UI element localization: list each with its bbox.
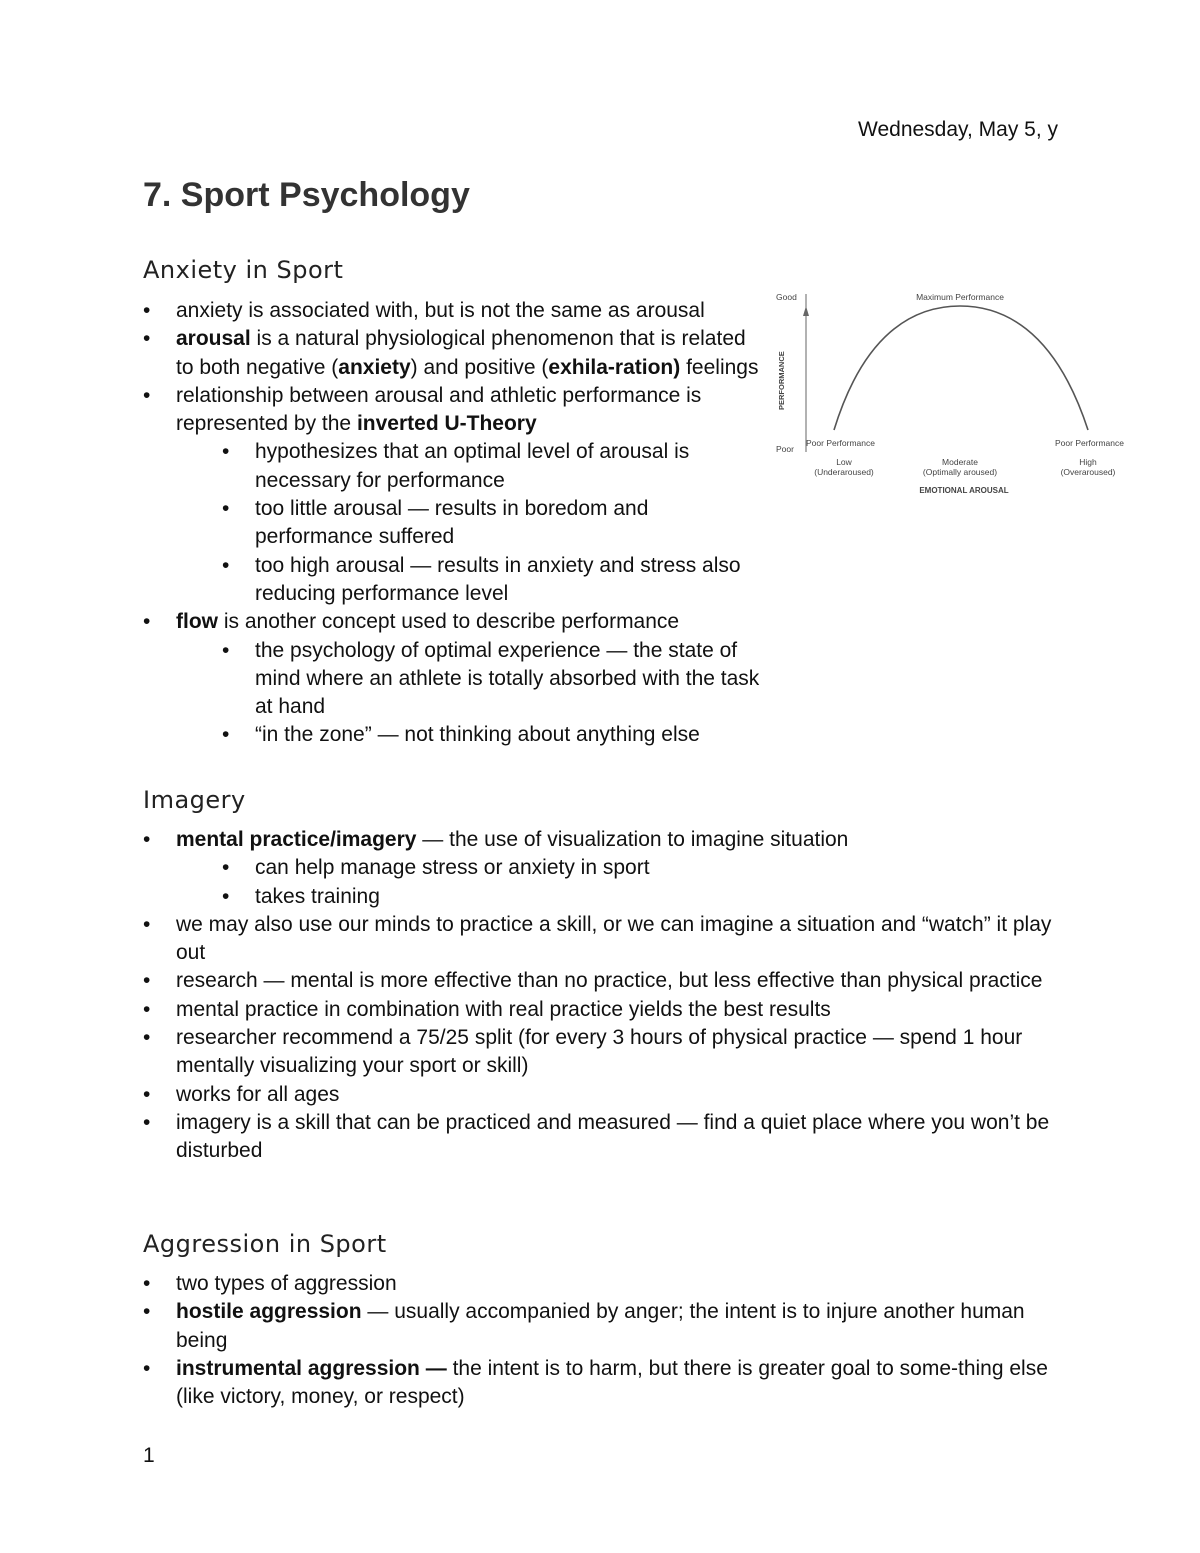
figure-y-top-label: Good — [776, 292, 797, 302]
bullet-marker: • — [143, 383, 151, 407]
bullet-marker: • — [143, 610, 151, 634]
list-item-text: takes training — [255, 884, 380, 908]
list-item-text: — usually accompanied by anger; the intent is to injure another human being — [176, 1300, 1025, 1352]
list-item-text: mental practice in combination with real practice yields the best results — [176, 997, 831, 1021]
bold-term: mental practice/imagery — [176, 828, 417, 851]
list-item — [143, 637, 763, 722]
figure-right-low-label: Poor Performance — [1055, 438, 1124, 448]
list-item — [143, 911, 1073, 968]
list-item-text: the psychology of optimal experience — the state of mind where an athlete is totally absorbed with the task at hand — [255, 638, 760, 719]
bold-term: anxiety — [338, 355, 411, 379]
list-item — [143, 1081, 1073, 1109]
bullet-marker: • — [222, 884, 230, 908]
list-item-text: “in the zone” — not thinking about anything else — [255, 723, 700, 747]
aggression-bullet-list — [143, 1270, 1073, 1411]
list-item-text: feelings — [680, 355, 759, 379]
list-item — [143, 1298, 1073, 1355]
bullet-marker: • — [143, 299, 151, 322]
figure-x-high-label: High — [1079, 457, 1097, 467]
figure-x-mid-label: Moderate — [942, 457, 978, 467]
figure-x-axis-title: EMOTIONAL AROUSAL — [919, 486, 1009, 495]
header-date: Wednesday, May 5, y — [858, 118, 1058, 141]
list-item — [143, 996, 1073, 1024]
list-item — [143, 608, 763, 636]
list-item — [143, 967, 1073, 995]
list-item-text: researcher recommend a 75/25 split (for every 3 hours of physical practice — spend 1 hour mentally visualizing your sport or skill) — [176, 1026, 1023, 1078]
figure-x-high-sub: (Overaroused) — [1060, 467, 1116, 477]
list-item-text: research — mental is more effective than no practice, but less effective than physical practice — [176, 969, 1043, 993]
bold-term: instrumental aggression — — [176, 1356, 447, 1380]
list-item — [143, 552, 763, 609]
bullet-marker: • — [143, 969, 151, 993]
list-item-text: ) and positive ( — [410, 355, 549, 379]
list-item — [143, 854, 1073, 882]
inverted-u-curve — [834, 306, 1088, 430]
list-item-text: too little arousal — results in boredom and performance suffered — [255, 497, 649, 549]
figure-x-low-label: Low — [836, 457, 852, 467]
section-heading-imagery: Imagery — [143, 786, 246, 814]
figure-left-low-label: Poor Performance — [806, 438, 875, 448]
list-item-text: hypothesizes that an optimal level of arousal is necessary for performance — [255, 440, 690, 492]
bullet-marker: • — [143, 997, 151, 1021]
list-item-text: we may also use our minds to practice a skill, or we can imagine a situation and “watch” it play out — [176, 912, 1052, 965]
bullet-marker: • — [143, 1356, 151, 1380]
figure-y-axis-title: PERFORMANCE — [777, 351, 786, 410]
list-item — [143, 826, 1073, 854]
section-heading-anxiety: Anxiety in Sport — [143, 256, 344, 284]
list-item-text: too high arousal — results in anxiety and stress also reducing performance level — [255, 553, 741, 605]
bullet-marker: • — [222, 440, 230, 464]
imagery-bullet-list — [143, 826, 1073, 1166]
list-item-text: is another concept used to describe performance — [218, 610, 680, 634]
list-item — [143, 721, 763, 749]
list-item — [143, 1024, 1073, 1081]
list-item — [143, 1270, 1073, 1298]
list-item — [143, 382, 763, 439]
bullet-marker: • — [222, 497, 230, 521]
bullet-marker: • — [222, 856, 230, 880]
figure-y-bottom-label: Poor — [776, 444, 794, 454]
bullet-marker: • — [143, 1272, 151, 1295]
bullet-marker: • — [143, 828, 151, 851]
list-item — [143, 495, 763, 552]
list-item-text: anxiety is associated with, but is not the same as arousal — [176, 299, 705, 322]
figure-x-mid-sub: (Optimally aroused) — [922, 467, 998, 477]
bold-term: hostile aggression — [176, 1300, 362, 1324]
list-item — [143, 297, 763, 325]
bullet-marker: • — [222, 638, 230, 662]
list-item-text: is a natural physiological phenomenon that is related to both negative ( — [176, 327, 746, 379]
list-item-text: relationship between arousal and athletic performance is represented by the — [176, 383, 702, 436]
figure-peak-label: Maximum Performance — [916, 292, 1004, 302]
list-item-text: works for all ages — [176, 1082, 340, 1106]
bold-term: arousal — [176, 327, 251, 351]
list-item — [143, 1109, 1073, 1166]
list-item-text: two types of aggression — [176, 1272, 397, 1295]
list-item — [143, 325, 763, 382]
list-item-text: imagery is a skill that can be practiced and measured — find a quiet place where you won’t be disturbed — [176, 1110, 1050, 1163]
bullet-marker: • — [143, 327, 151, 351]
bold-term: flow — [176, 610, 218, 634]
list-item — [143, 1355, 1073, 1412]
bullet-marker: • — [143, 1300, 151, 1324]
bold-term: exhila-ration) — [548, 355, 681, 379]
section-heading-aggression: Aggression in Sport — [143, 1230, 387, 1258]
list-item-text: can help manage stress or anxiety in sport — [255, 856, 650, 880]
list-item-text: — the use of visualization to imagine situation — [416, 828, 849, 851]
list-item — [143, 883, 1073, 911]
bold-term: inverted U-Theory — [356, 412, 537, 436]
bullet-marker: • — [143, 912, 151, 936]
anxiety-bullet-list — [143, 297, 763, 750]
bullet-marker: • — [222, 553, 230, 577]
list-item — [143, 438, 763, 495]
bullet-marker: • — [143, 1026, 151, 1050]
bullet-marker: • — [222, 723, 230, 747]
figure-y-axis-arrow — [803, 306, 809, 316]
figure-x-low-sub: (Underaroused) — [814, 467, 874, 477]
list-item-text: the intent is to harm, but there is greater goal to some-thing else (like victory, money, or respect) — [176, 1356, 1048, 1409]
page-title: 7. Sport Psychology — [143, 176, 470, 214]
bullet-marker: • — [143, 1082, 151, 1106]
page-number: 1 — [143, 1444, 155, 1467]
inverted-u-figure — [770, 286, 1130, 500]
bullet-marker: • — [143, 1110, 151, 1134]
